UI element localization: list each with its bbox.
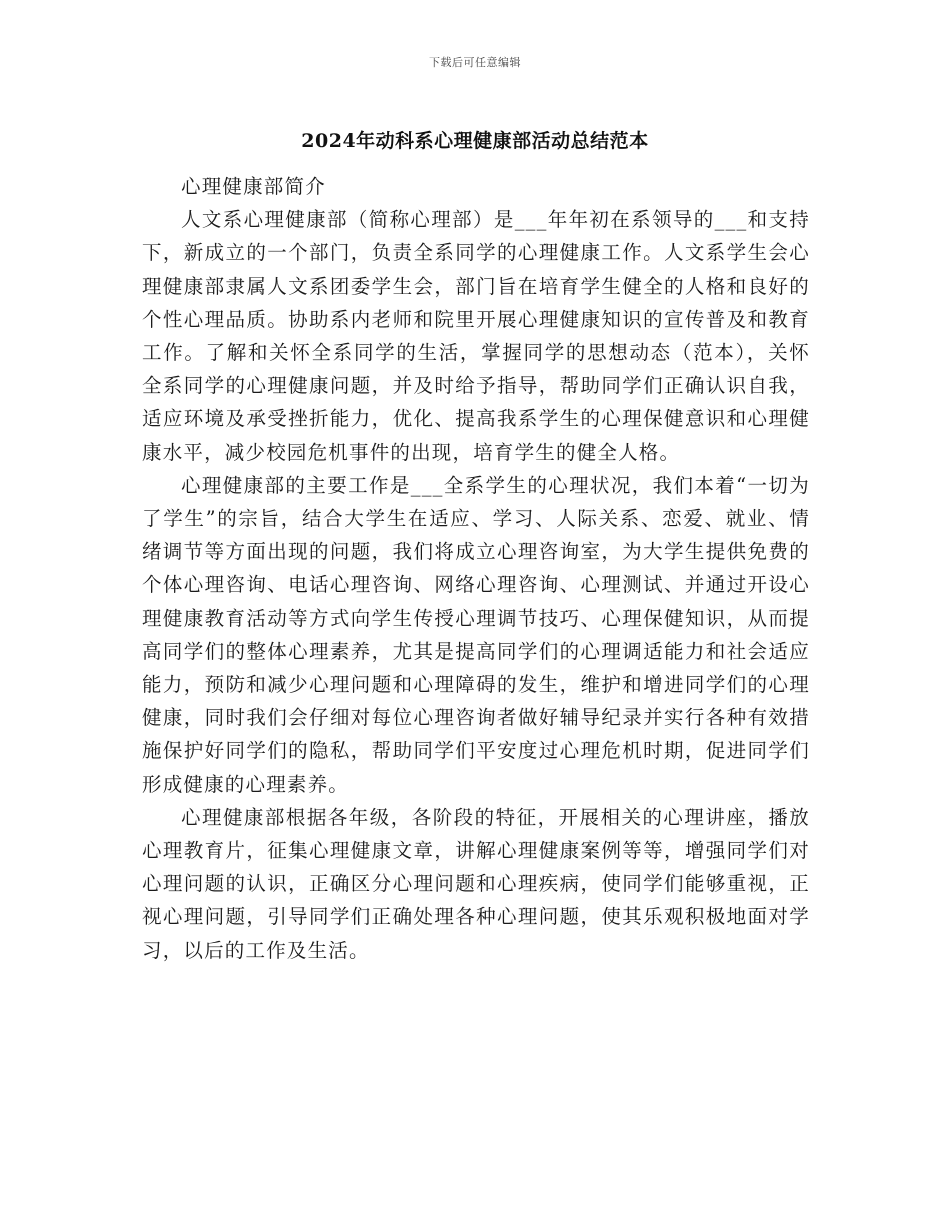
paragraph-intro: 人文系心理健康部（简称心理部）是___年年初在系领导的___和支持下，新成立的一个部门，负责全系同学的心理健康工作。人文系学生会心理健康部隶属人文系团委学生会，部门旨在培育学生健全的人格和良好的个性心理品质。协助系内老师和院里开展心理健康知识的宣传普及和教育工作。了解和关怀全系同学的生活，掌握同学的思想动态（范本），关怀全系同学的心理健康问题，并及时给予指导，帮助同学们正确认识自我，适应环境及承受挫折能力，优化、提高我系学生的心理保健意识和心理健康水平，减少校园危机事件的出现，培育学生的健全人格。	[142, 208, 810, 464]
section-heading: 心理健康部简介	[181, 175, 326, 198]
document-title: 2024年动科系心理健康部活动总结范本	[301, 130, 649, 152]
paragraph-main-work: 心理健康部的主要工作是___全系学生的心理状况，我们本着“一切为了学生”的宗旨，结合大学生在适应、学习、人际关系、恋爱、就业、情绪调节等方面出现的问题，我们将成立心理咨询室，为大学生提供免费的个体心理咨询、电话心理咨询、网络心理咨询、心理测试、并通过开设心理健康教育活动等方式向学生传授心理调节技巧、心理保健知识，从而提高同学们的整体心理素养，尤其是提高同学们的心理调适能力和社会适应能力，预防和减少心理问题和心理障碍的发生，维护和增进同学们的心理健康，同时我们会仔细对每位心理咨询者做好辅导纪录并实行各种有效措施保护好同学们的隐私，帮助同学们平安度过心理危机时期，促进同学们形成健康的心理素养。	[142, 473, 810, 796]
document-body	[142, 170, 810, 967]
header-note: 下载后可任意编辑	[429, 56, 521, 69]
paragraph-activities: 心理健康部根据各年级，各阶段的特征，开展相关的心理讲座，播放心理教育片，征集心理健康文章，讲解心理健康案例等等，增强同学们对心理问题的认识，正确区分心理问题和心理疾病，使同学们能够重视，正视心理问题，引导同学们正确处理各种心理问题，使其乐观积极地面对学习，以后的工作及生活。	[142, 805, 810, 962]
